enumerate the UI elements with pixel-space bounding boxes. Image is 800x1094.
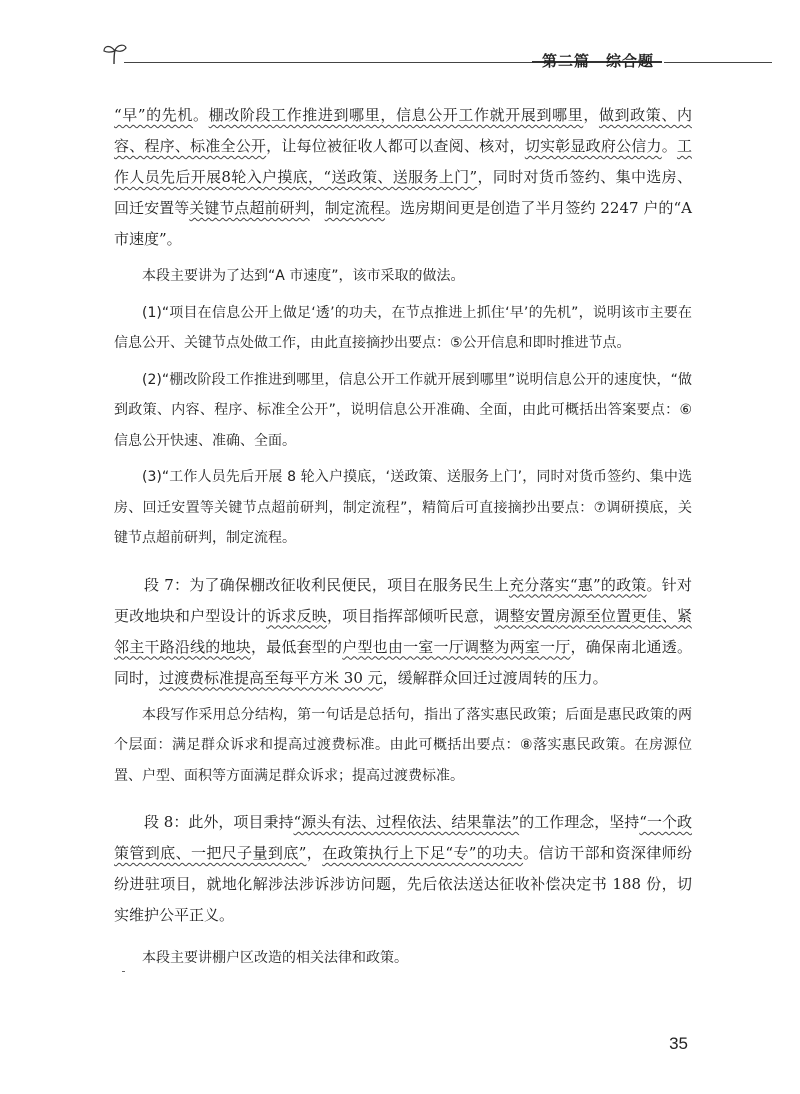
text-segment: 本段主要讲棚户区改造的相关法律和政策。: [142, 950, 408, 966]
underlined-phrase: “一个政策管到底、一把尺子量到底”: [114, 813, 693, 862]
text-segment: 段 8：此外，项目秉持: [144, 813, 294, 831]
text-segment: 本段写作采用总分结构，第一句话是总括句，指出了落实惠民政策；后面是惠民政策的两个层面：满足群众诉求和提高过渡费标准。由此可概括出要点：⑧落实惠民政策。在房源位置、户型、面积等方面满足群众诉求；提高过渡费标准。: [114, 706, 692, 784]
paragraph: [114, 100, 692, 255]
paragraph: [114, 700, 692, 792]
underlined-phrase: “源头有法、过程依法、结果靠法”: [293, 813, 520, 831]
underlined-phrase: 户型也由一室一厅调整为两室一厅: [342, 637, 571, 656]
underlined-phrase: 过渡费标准提高至每平方米 30 元: [159, 668, 383, 687]
text-segment: ，: [309, 199, 325, 217]
paragraph: [114, 261, 692, 292]
underlined-phrase: 调整安置房源至位置更佳、紧邻主干路沿线的地块: [114, 606, 692, 656]
text-segment: ，让每位被征收人都可以查阅、核对，: [266, 137, 525, 155]
underlined-phrase: 制定流程: [324, 199, 385, 217]
underlined-phrase: 棚改阶段工作推进到哪里，信息公开工作就开展到哪里: [208, 106, 584, 124]
page-content: [114, 100, 692, 974]
paragraph: [114, 943, 692, 974]
text-segment: 的工作理念，坚持: [519, 813, 640, 831]
paragraph: [114, 365, 692, 457]
text-segment: 。选房期间更是创造了半月签约 2247 户的“A市速度”。: [114, 199, 692, 248]
text-segment: ，最低套型的: [250, 637, 343, 656]
header-rule-left: [124, 62, 564, 63]
text-segment: 。针对更改地块和户型设计的: [114, 575, 692, 625]
paragraph: [114, 807, 692, 931]
paragraph: [114, 462, 692, 554]
text-segment: (2)“棚改阶段工作推进到哪里，信息公开工作就开展到哪里”说明信息公开的速度快，“做到政策、内容、程序、标准全公开”，说明信息公开准确、全面，由此可概括出答案要点：⑥信息公开快速、准确、全面。: [114, 371, 692, 449]
text-segment: 。: [661, 137, 677, 155]
underlined-phrase: “早”的先机: [114, 106, 194, 124]
underlined-phrase: 工作人员先后开展8轮入户摸底，“送政策、送服务上门”: [114, 137, 692, 186]
text-segment: ，项目指挥部倾听民意，: [327, 606, 495, 625]
underlined-phrase: 诉求反映: [266, 606, 328, 625]
page-number: 35: [669, 1034, 688, 1053]
text-segment: ，确保南北通透。同时，: [114, 637, 692, 687]
underlined-phrase: 充分落实“惠”的政策: [508, 575, 647, 594]
underlined-phrase: 做到政策、内容、程序、标准全公开: [114, 106, 692, 155]
underlined-phrase: 在政策执行上下足“专”的功夫: [322, 844, 524, 862]
text-segment: ，: [306, 844, 323, 862]
stray-mark: [122, 971, 125, 972]
paragraph: [114, 570, 692, 694]
text-segment: ，: [583, 106, 599, 124]
text-segment: ，缓解群众回迁过渡周转的压力。: [382, 668, 608, 687]
text-segment: 。信访干部和资深律师纷纷进驻项目，就地化解涉法涉诉涉访问题，先后依法送达征收补偿决定书 188 份，切实维护公平正义。: [114, 844, 692, 924]
underlined-phrase: 切实彰显政府公信力: [524, 137, 662, 155]
header-rule-right: [664, 62, 772, 63]
chapter-title: 第二篇 综合题: [541, 53, 654, 70]
text-segment: 段 7：为了确保棚改征收利民便民，项目在服务民生上: [144, 575, 509, 594]
paragraph: [114, 298, 692, 359]
text-segment: (1)“项目在信息公开上做足‘透’的功夫，在节点推进上抓住‘早’的先机”，说明该市主要在信息公开、关键节点处做工作，由此直接摘抄出要点：⑤公开信息和即时推进节点。: [114, 304, 692, 351]
underlined-phrase: 关键节点超前研判: [189, 199, 310, 217]
text-segment: ，同时对货币签约、集中选房、回迁安置等: [114, 168, 692, 217]
text-segment: 。: [193, 106, 209, 124]
text-segment: (3)“工作人员先后开展 8 轮入户摸底，‘送政策、送服务上门’，同时对货币签约、集中选房、回迁安置等关键节点超前研判，制定流程”，精简后可直接摘抄出要点：⑦调研摸底，关键节点超前研判，制定流程。: [114, 469, 692, 546]
page-header: [102, 42, 772, 72]
text-segment: 本段主要讲为了达到“A 市速度”，该市采取的做法。: [142, 268, 465, 284]
